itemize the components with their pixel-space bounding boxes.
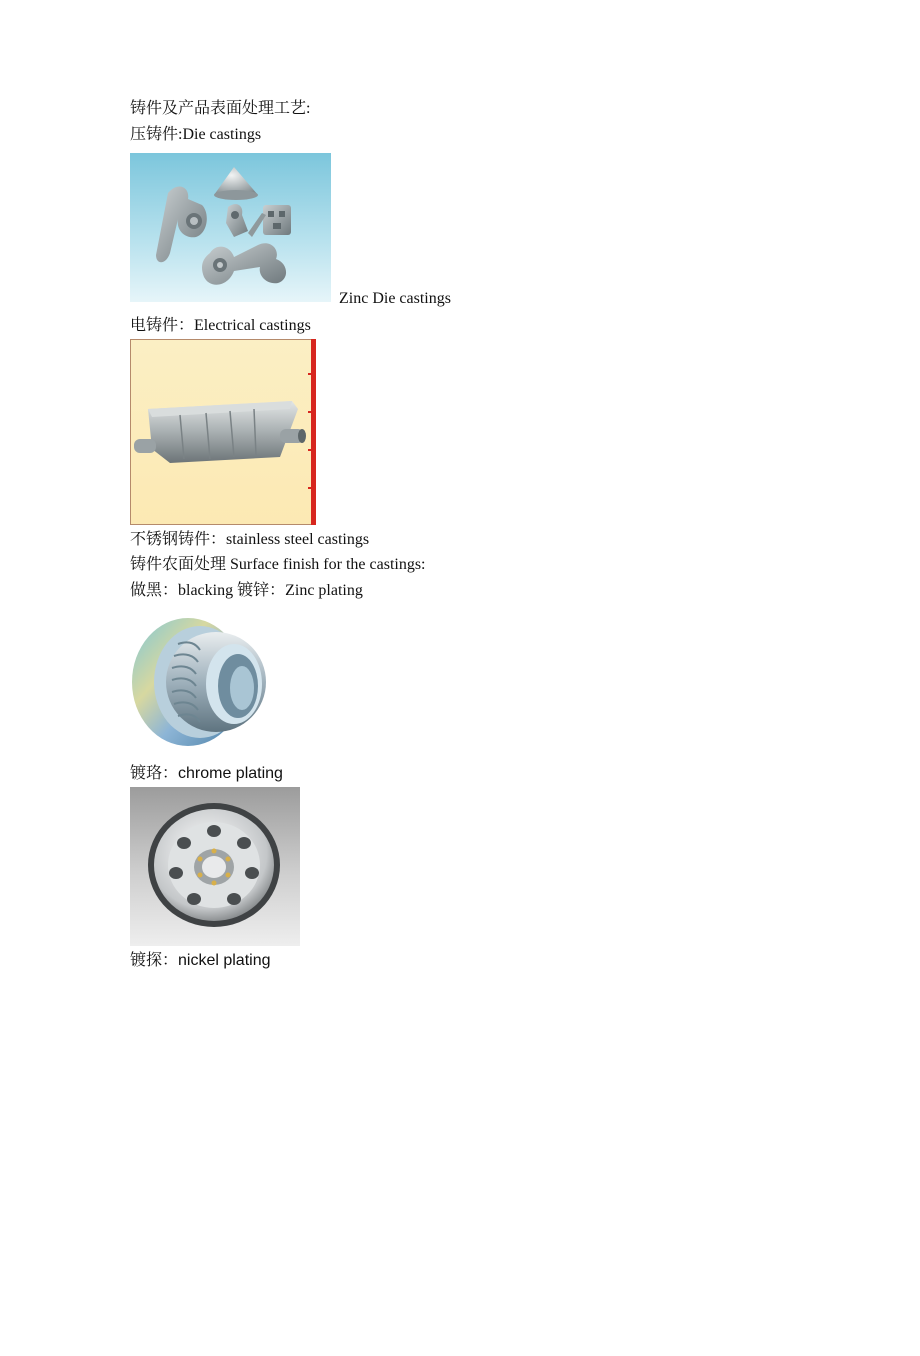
zinc-die-castings-caption: Zinc Die castings [339,290,451,307]
document-heading: 铸件及产品表面处理工艺: [130,100,311,117]
blacking-zinc-plating-label: 做黑：blacking 镀锌：Zinc plating [130,582,363,599]
electrical-castings-label: 电铸件：Electrical castings [130,317,311,334]
nickel-plating-label: 镀探：nickel plating [130,952,271,969]
zinc-die-castings-photo [130,153,331,302]
electrical-casting-photo [130,339,316,525]
chrome-plating-label: 镀珞：chrome plating [130,765,283,782]
stainless-castings-label: 不锈钢铸件：stainless steel castings [130,531,370,548]
zinc-plated-fitting-photo [130,610,270,752]
surface-finish-label: 铸件农面处理 Surface finish for the castings: [130,556,426,573]
die-castings-label: 压铸件:Die castings [130,126,262,143]
chrome-wheel-photo [130,787,300,946]
